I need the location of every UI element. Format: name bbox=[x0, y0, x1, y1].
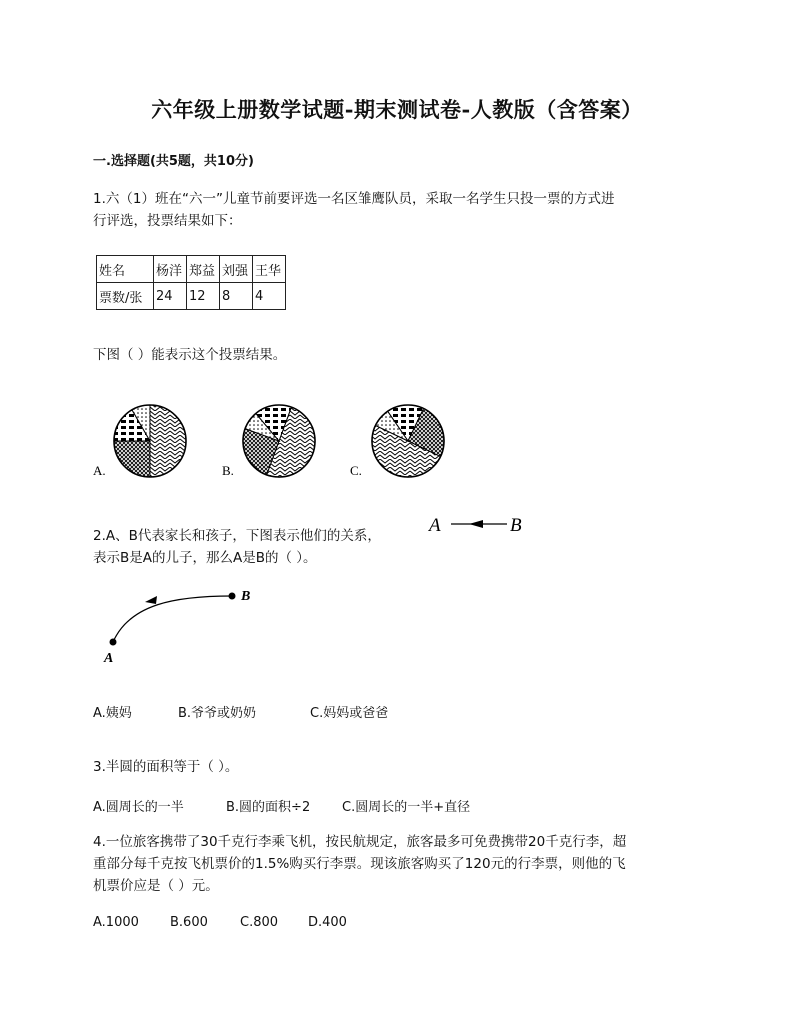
table-cell: 4 bbox=[253, 283, 286, 310]
q4-stem-line1: 4.一位旅客携带了30千克行李乘飞机，按民航规定，旅客最多可免费携带20千克行李，超 bbox=[93, 834, 627, 850]
table-cell: 24 bbox=[154, 283, 187, 310]
option-c-label: C. bbox=[350, 463, 362, 478]
section-heading: 一.选择题(共5题，共10分) bbox=[93, 154, 254, 169]
curved-arrow-head-icon bbox=[145, 596, 157, 604]
table-cell: 王华 bbox=[253, 256, 286, 283]
curved-arrow-figure bbox=[95, 582, 265, 672]
pie-a-slice-0 bbox=[150, 405, 186, 477]
q2-option-a: A.姨妈 bbox=[93, 706, 132, 721]
pie-options-figure bbox=[80, 395, 500, 490]
table-cell: 姓名 bbox=[97, 256, 154, 283]
q4-stem-line2: 重部分每千克按飞机票价的1.5%购买行李票。现该旅客购买了120元的行李票，则他的飞 bbox=[93, 856, 626, 872]
q1-stem-line2: 行评选，投票结果如下： bbox=[93, 213, 242, 229]
table-row bbox=[97, 283, 286, 310]
table-cell: 郑益 bbox=[187, 256, 220, 283]
page-title: 六年级上册数学试题-期末测试卷-人教版（含答案） bbox=[151, 97, 643, 122]
point-a-label: A bbox=[104, 651, 114, 666]
table-row bbox=[97, 256, 286, 283]
q2-stem-line1: 2.A、B代表家长和孩子，下图表示他们的关系， bbox=[93, 528, 381, 544]
q4-option-c: C.800 bbox=[240, 915, 279, 930]
q4-option-d: D.400 bbox=[308, 915, 347, 930]
relation-arrow-figure bbox=[425, 510, 535, 540]
table-cell: 12 bbox=[187, 283, 220, 310]
q2-stem-line2: 表示B是A的儿子，那么A是B的（ ）。 bbox=[93, 550, 317, 566]
table-cell: 刘强 bbox=[220, 256, 253, 283]
q4-option-b: B.600 bbox=[170, 915, 208, 930]
table-cell: 杨洋 bbox=[154, 256, 187, 283]
q1-prompt: 下图（ ）能表示这个投票结果。 bbox=[93, 347, 287, 363]
option-b-label: B. bbox=[222, 463, 234, 478]
q2-option-b: B.爷爷或奶奶 bbox=[178, 706, 257, 721]
q2-option-c: C.妈妈或爸爸 bbox=[310, 706, 389, 721]
point-a-dot bbox=[110, 639, 117, 646]
vote-table bbox=[96, 255, 286, 310]
point-b-dot bbox=[229, 593, 236, 600]
q3-stem: 3.半圆的面积等于（ ）。 bbox=[93, 759, 239, 775]
q4-stem-line3: 机票价应是（ ）元。 bbox=[93, 878, 219, 894]
arrow-label-b: B bbox=[510, 515, 522, 536]
q3-option-b: B.圆的面积÷2 bbox=[226, 800, 311, 815]
curved-arrow-line bbox=[113, 596, 232, 642]
point-b-label: B bbox=[241, 589, 251, 604]
q3-option-c: C.圆周长的一半+直径 bbox=[342, 800, 471, 815]
arrow-label-a: A bbox=[429, 515, 441, 536]
option-a-label: A. bbox=[93, 463, 106, 478]
q3-option-a: A.圆周长的一半 bbox=[93, 800, 184, 815]
q4-option-a: A.1000 bbox=[93, 915, 139, 930]
q1-stem-line1: 1.六（1）班在“六一”儿童节前要评选一名区雏鹰队员，采取一名学生只投一票的方式进 bbox=[93, 191, 615, 207]
table-cell: 票数/张 bbox=[97, 283, 154, 310]
arrow-head-icon bbox=[469, 520, 483, 528]
table-cell: 8 bbox=[220, 283, 253, 310]
